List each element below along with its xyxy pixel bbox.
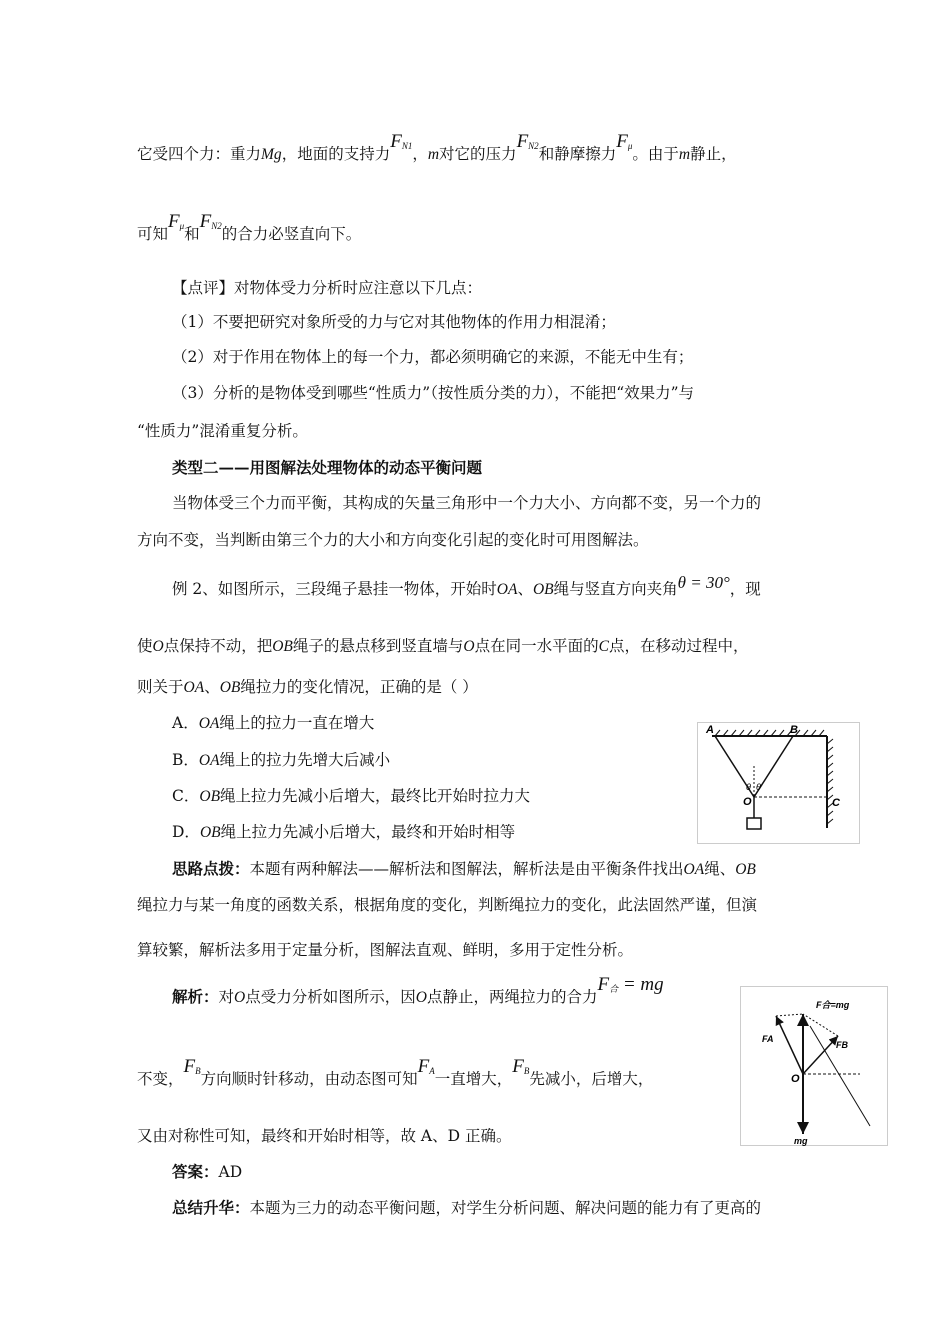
text: ，地面的支持力	[281, 145, 391, 163]
force-diagram-figure	[740, 986, 888, 1146]
text: 。由于	[632, 145, 679, 163]
text: 和	[184, 225, 200, 243]
text: 不变，	[137, 1070, 184, 1088]
symbol-OA: OA	[683, 861, 705, 878]
text: 静止，	[690, 145, 737, 163]
text: 对它的压力	[439, 145, 517, 163]
text: 绳、	[704, 860, 736, 878]
comment-point-2: （2）对于作用在物体上的每一个力，都必须明确它的来源，不能无中生有；	[172, 348, 694, 366]
symbol-O: O	[234, 989, 246, 1006]
symbol-Fmu: $F_\mu$	[616, 131, 633, 152]
answer-value: AD	[218, 1163, 243, 1181]
symbol-F-he: $F_合$ = mg	[597, 974, 664, 995]
answer-line	[172, 1160, 242, 1182]
text: 它受四个力：重力	[137, 145, 262, 163]
arrow-FB	[803, 1036, 838, 1074]
text: 绳与竖直方向夹角	[553, 580, 678, 598]
solution-line-2	[137, 1056, 654, 1090]
option-b: B．OA绳上的拉力先增大后减小	[172, 751, 391, 769]
symbol-m: m	[678, 146, 691, 163]
label-B: B	[790, 724, 798, 736]
symbol-FB: $F_B$	[512, 1056, 530, 1077]
symbol-FN2: $F_{N2}$	[199, 211, 222, 232]
option-c: C．OB绳上拉力先减小后增大，最终比开始时拉力大	[172, 787, 531, 805]
option-a: A．OA绳上的拉力一直在增大	[172, 714, 375, 732]
symbol-FN1: $F_{N1}$	[390, 131, 413, 152]
paragraph-line: 方向不变，当判断由第三个力的大小和方向变化引起的变化时可用图解法。	[137, 531, 649, 549]
comment-point-3: （3）分析的是物体受到哪些“性质力”（按性质分类的力），不能把“效果力”与	[172, 384, 695, 402]
label-theta-right: θ	[756, 782, 761, 792]
label-F-he: F合=mg	[816, 1000, 850, 1010]
symbol-O: O	[463, 638, 475, 655]
example-line-1	[172, 573, 761, 599]
label-FA: FA	[762, 1034, 774, 1044]
comment-point-1: （1）不要把研究对象所受的力与它对其他物体的作用力相混淆；	[172, 313, 616, 331]
summary-text: 本题为三力的动态平衡问题，对学生分析问题、解决问题的能力有了更高的	[249, 1199, 762, 1217]
symbol-OB: OB	[735, 861, 756, 878]
hanging-weight	[747, 818, 761, 829]
symbol-O: O	[415, 989, 427, 1006]
text: 、	[517, 580, 533, 598]
comment-title: 【点评】对物体受力分析时应注意以下几点：	[172, 279, 483, 297]
symbol-O: O	[152, 638, 164, 655]
symbol-OA: OA	[496, 581, 518, 598]
hint-label: 思路点拨：	[172, 859, 250, 878]
label-mg: mg	[794, 1136, 808, 1146]
symbol-C: C	[598, 638, 609, 655]
label-theta-left: θ	[746, 782, 751, 792]
symbol-OA: OA	[183, 679, 205, 696]
label-A: A	[706, 724, 714, 736]
text: 点受力分析如图所示，因	[245, 988, 416, 1006]
text: 使	[137, 637, 153, 655]
text: ，	[412, 145, 428, 163]
text: 绳拉力的变化情况，正确的是（ ）	[240, 678, 478, 696]
symbol-FB: $F_B$	[183, 1056, 201, 1077]
text: 先减小，后增大，	[529, 1070, 654, 1088]
label-FB: FB	[836, 1040, 848, 1050]
rope-diagram-figure	[697, 722, 860, 844]
hint-line-3: 算较繁，解析法多用于定量分析，图解法直观、鲜明，多用于定性分析。	[137, 941, 634, 959]
text: 对	[218, 988, 235, 1006]
section-heading: 类型二——用图解法处理物体的动态平衡问题	[172, 458, 483, 477]
answer-label: 答案：	[172, 1162, 219, 1181]
angle-formula: θ = 30°	[677, 573, 730, 592]
hint-line-1	[172, 857, 756, 879]
paragraph-line: 当物体受三个力而平衡，其构成的矢量三角形中一个力大小、方向都不变，另一个力的	[172, 494, 762, 512]
example-line-3	[137, 675, 478, 697]
symbol-FN2: $F_{N2}$	[516, 131, 539, 152]
solution-line-1	[172, 974, 664, 1008]
text: 点，在移动过程中，	[608, 637, 749, 655]
label-O: O	[743, 796, 752, 808]
paragraph-line	[137, 131, 737, 165]
text: 方向顺时针移动，由动态图可知	[200, 1070, 418, 1088]
text: 的合力必竖直向下。	[221, 225, 362, 243]
symbol-FA: $F_A$	[417, 1056, 435, 1077]
summary-line	[172, 1196, 761, 1218]
option-d: D．OB绳上拉力先减小后增大，最终和开始时相等	[172, 823, 516, 841]
summary-label: 总结升华：	[172, 1198, 250, 1217]
symbol-OB: OB	[272, 638, 293, 655]
text: 、	[204, 678, 220, 696]
text: 则关于	[137, 678, 184, 696]
symbol-OB: OB	[219, 679, 241, 696]
symbol-Fmu: $F_\mu$	[168, 211, 185, 232]
text: 点保持不动，把	[163, 637, 273, 655]
solution-label: 解析：	[172, 987, 219, 1006]
symbol-OB: OB	[532, 581, 554, 598]
paragraph-line	[137, 211, 362, 245]
label-O: O	[791, 1073, 800, 1085]
hint-line-2: 绳拉力与某一角度的函数关系，根据角度的变化，判断绳拉力的变化，此法固然严谨，但演	[137, 896, 758, 914]
arrow-FA	[776, 1016, 803, 1074]
symbol-m: m	[427, 146, 440, 163]
solution-line-3: 又由对称性可知，最终和开始时相等，故 A、D 正确。	[137, 1127, 512, 1145]
label-C: C	[832, 797, 840, 809]
example-line-2	[137, 634, 749, 656]
text: 绳子的悬点移到竖直墙与	[292, 637, 464, 655]
text: 点静止，两绳拉力的合力	[426, 988, 598, 1006]
text: ，现	[729, 580, 761, 598]
text: 可知	[137, 225, 169, 243]
text: 例 2、如图所示，三段绳子悬挂一物体，开始时	[172, 580, 497, 598]
comment-point-3-cont: “性质力”混淆重复分析。	[137, 422, 308, 440]
symbol-Mg: Mg	[261, 146, 282, 163]
text: 点在同一水平面的	[474, 637, 599, 655]
text: 本题有两种解法——解析法和图解法，解析法是由平衡条件找出	[249, 860, 684, 878]
text: 一直增大，	[434, 1070, 513, 1088]
text: 和静摩擦力	[538, 145, 617, 163]
